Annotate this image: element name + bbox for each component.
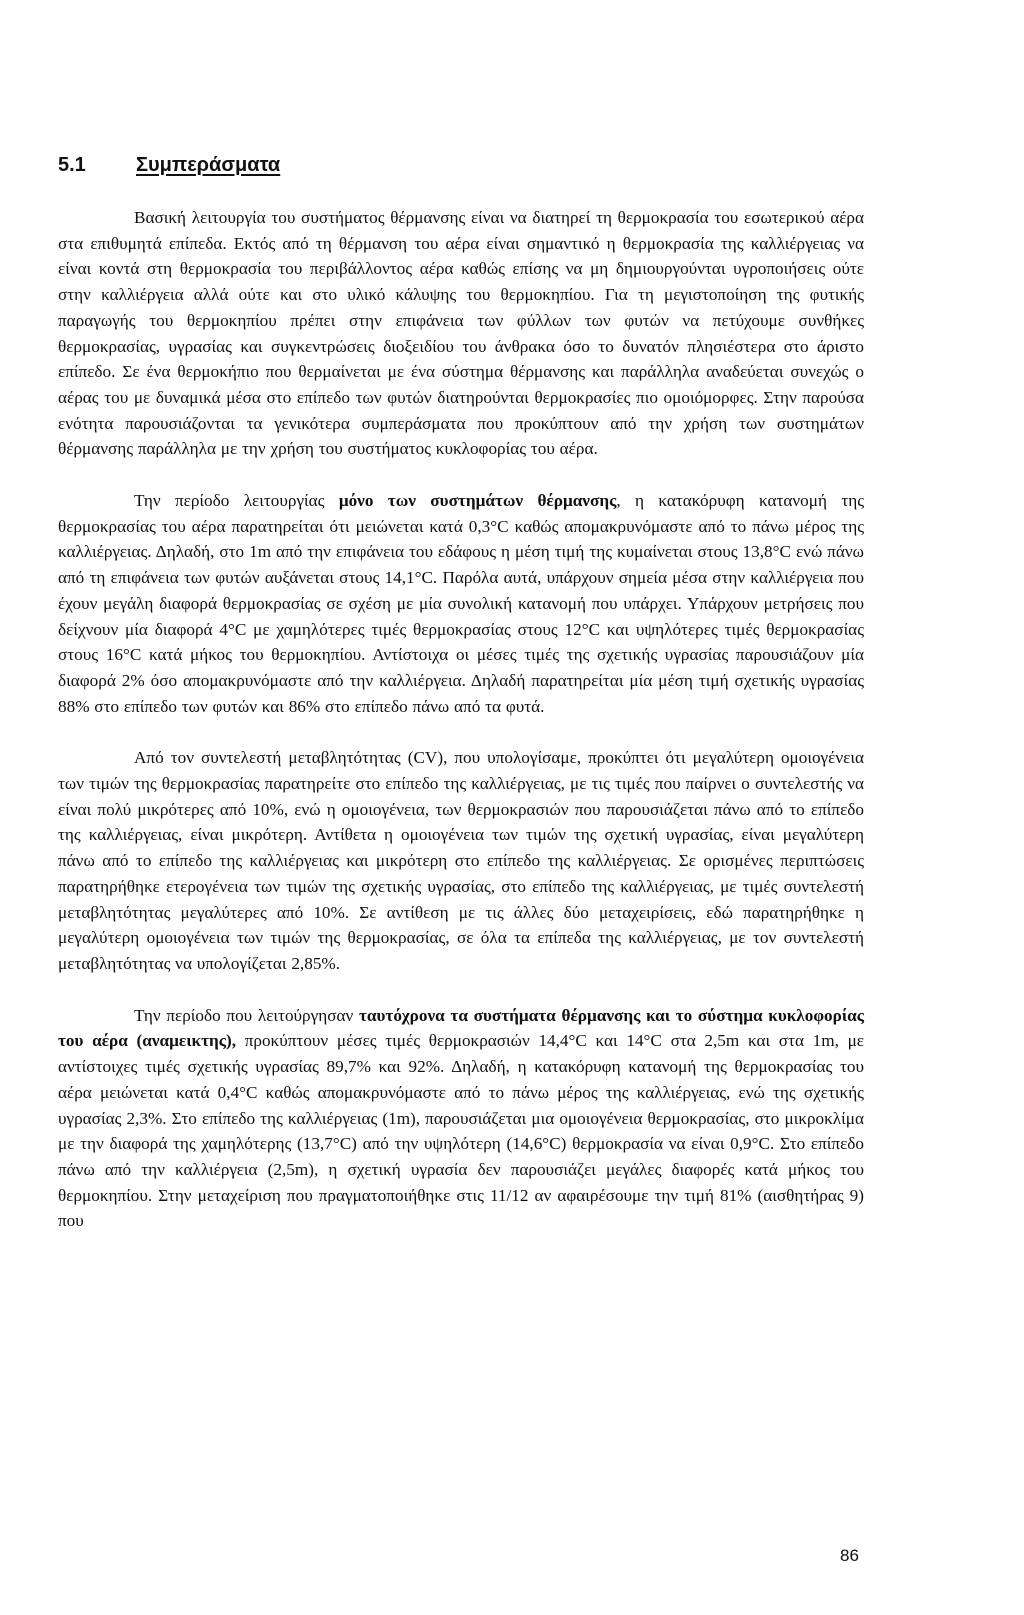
paragraph-emphasis: ταυτόχρονα τα συστήματα θέρμανσης και το σύστημα κυκλοφορίας του αέρα (αναμεικτης),	[58, 1005, 865, 1051]
paragraph-emphasis: μόνο των συστημάτων θέρμανσης	[338, 491, 617, 511]
section-title: Συμπεράσματα	[136, 154, 281, 176]
paragraph	[58, 1003, 864, 1234]
paragraph-text: Από τον συντελεστή μεταβλητότητας (CV), που υπολογίσαμε, προκύπτει ότι μεγαλύτερη ομοιογένεια των τιμών της θερμοκρασίας παρατηρείτε στο επίπεδο της καλλιέργειας, με τις τιμές που παίρνει ο συντελεστής να είναι πολύ μικρότερες από 10%, ενώ η ομοιογένεια, των θερμοκρασιών που παρουσιάζεται πάνω από το επίπεδο της καλλιέργειας, είναι μικρότερη. Αντίθετα η ομοιογένεια των τιμών της σχετική υγρασίας, είναι μεγαλύτερη πάνω από το επίπεδο της καλλιέργειας και μικρότερη στο επίπεδο της καλλιέργειας. Σε ορισμένες περιπτώσεις παρατηρήθηκε ετερογένεια των τιμών της σχετικής υγρασίας, στο επίπεδο της καλλιέργειας, με τιμές συντελεστή μεταβλητότητας μεγαλύτερες από 10%. Σε αντίθεση με τις άλλες δύο μεταχειρίσεις, εδώ παρατηρήθηκε η μεγαλύτερη ομοιογένεια των τιμών της θερμοκρασίας, σε όλα τα επίπεδα της καλλιέργειας, με τον συντελεστή μεταβλητότητας να υπολογίζεται 2,85%.	[58, 748, 864, 973]
section-number: 5.1	[58, 154, 86, 176]
paragraph-text: Βασική λειτουργία του συστήματος θέρμανσης είναι να διατηρεί τη θερμοκρασία του εσωτερικού αέρα στα επιθυμητά επίπεδα. Εκτός από τη θέρμανση του αέρα είναι σημαντικό η θερμοκρασία της καλλιέργειας να είναι κοντά στη θερμοκρασία του περιβάλλοντος αέρα καθώς επίσης να μη δημιουργούνται υγροποιήσεις ούτε στην καλλιέργεια αλλά ούτε και στο υλικό κάλυψης του θερμοκηπίου. Για τη μεγιστοποίηση της φυτικής παραγωγής του θερμοκηπίου πρέπει στην επιφάνεια των φύλλων των φυτών να πετύχουμε συνθήκες θερμοκρασίας, υγρασίας και συγκεντρώσεις διοξειδίου του άνθρακα όσο το δυνατόν πλησιέστερα στο άριστο επίπεδο. Σε ένα θερμοκήπιο που θερμαίνεται με ένα σύστημα θέρμανσης και παράλληλα αναδεύεται συνεχώς ο αέρας του με δυναμικά μέσα στο επίπεδο των φυτών διατηρούνται θερμοκρασίες πιο ομοιόμορφες. Στην παρούσα ενότητα παρουσιάζονται τα γενικότερα συμπεράσματα που προκύπτουν από την χρήση των συστημάτων θέρμανσης παράλληλα με την χρήση του συστήματος κυκλοφορίας του αέρα.	[58, 208, 864, 459]
paragraph	[58, 745, 864, 976]
paragraph-text: Την περίοδο που λειτούργησαν	[134, 1005, 359, 1025]
paragraph	[58, 488, 864, 719]
page-number: 86	[840, 1546, 859, 1565]
body-text	[58, 205, 864, 1260]
paragraph-text: , η κατακόρυφη κατανομή της θερμοκρασίας του αέρα παρατηρείται ότι μειώνεται κατά 0,3°C καθώς απομακρυνόμαστε από το πάνω μέρος της καλλιέργειας. Δηλαδή, στο 1m από την επιφάνεια του εδάφους η μέση τιμή της κυμαίνεται στους 13,8°C ενώ πάνω από τη επιφάνεια των φυτών αυξάνεται στους 14,1°C. Παρόλα αυτά, υπάρχουν σημεία μέσα στην καλλιέργεια που έχουν μεγάλη διαφορά θερμοκρασίας σε σχέση με μία συνολική κατανομή που υπάρχει. Υπάρχουν μετρήσεις που δείχνουν μία διαφορά 4°C με χαμηλότερες τιμές θερμοκρασίας στους 12°C και υψηλότερες τιμές θερμοκρασίας στους 16°C κατά μήκος του θερμοκηπίου. Αντίστοιχα οι μέσες τιμές της σχετικής υγρασίας παρουσιάζουν μία διαφορά 2% όσο απομακρυνόμαστε από την καλλιέργεια. Δηλαδή παρατηρείται μία μέση τιμή σχετικής υγρασίας 88% στο επίπεδο των φυτών και 86% στο επίπεδο πάνω από τα φυτά.	[58, 491, 865, 716]
paragraph-text: προκύπτουν μέσες τιμές θερμοκρασιών 14,4°C και 14°C στα 2,5m και στα 1m, με αντίστοιχες τιμές σχετικής υγρασίας 89,7% και 92%. Δηλαδή, η κατακόρυφη κατανομή της θερμοκρασίας του αέρα μειώνεται κατά 0,4°C καθώς απομακρυνόμαστε από το πάνω μέρος της καλλιέργειας, ενώ της σχετικής υγρασίας 2,3%. Στο επίπεδο της καλλιέργειας (1m), παρουσιάζεται μια ομοιογένεια θερμοκρασίας, στο μικροκλίμα με την διαφορά της χαμηλότερης (13,7°C) από την υψηλότερη (14,6°C) θερμοκρασία να είναι 0,9°C. Στο επίπεδο πάνω από την καλλιέργεια (2,5m), η σχετική υγρασία δεν παρουσιάζει μεγάλες διαφορές κατά μήκος του θερμοκηπίου. Στην μεταχείριση που πραγματοποιήθηκε στις 11/12 αν αφαιρέσουμε την τιμή 81% (αισθητήρας 9) που	[58, 1031, 864, 1231]
paragraph-text: Την περίοδο λειτουργίας	[134, 491, 339, 511]
section-heading	[58, 154, 280, 177]
paragraph	[58, 205, 864, 462]
